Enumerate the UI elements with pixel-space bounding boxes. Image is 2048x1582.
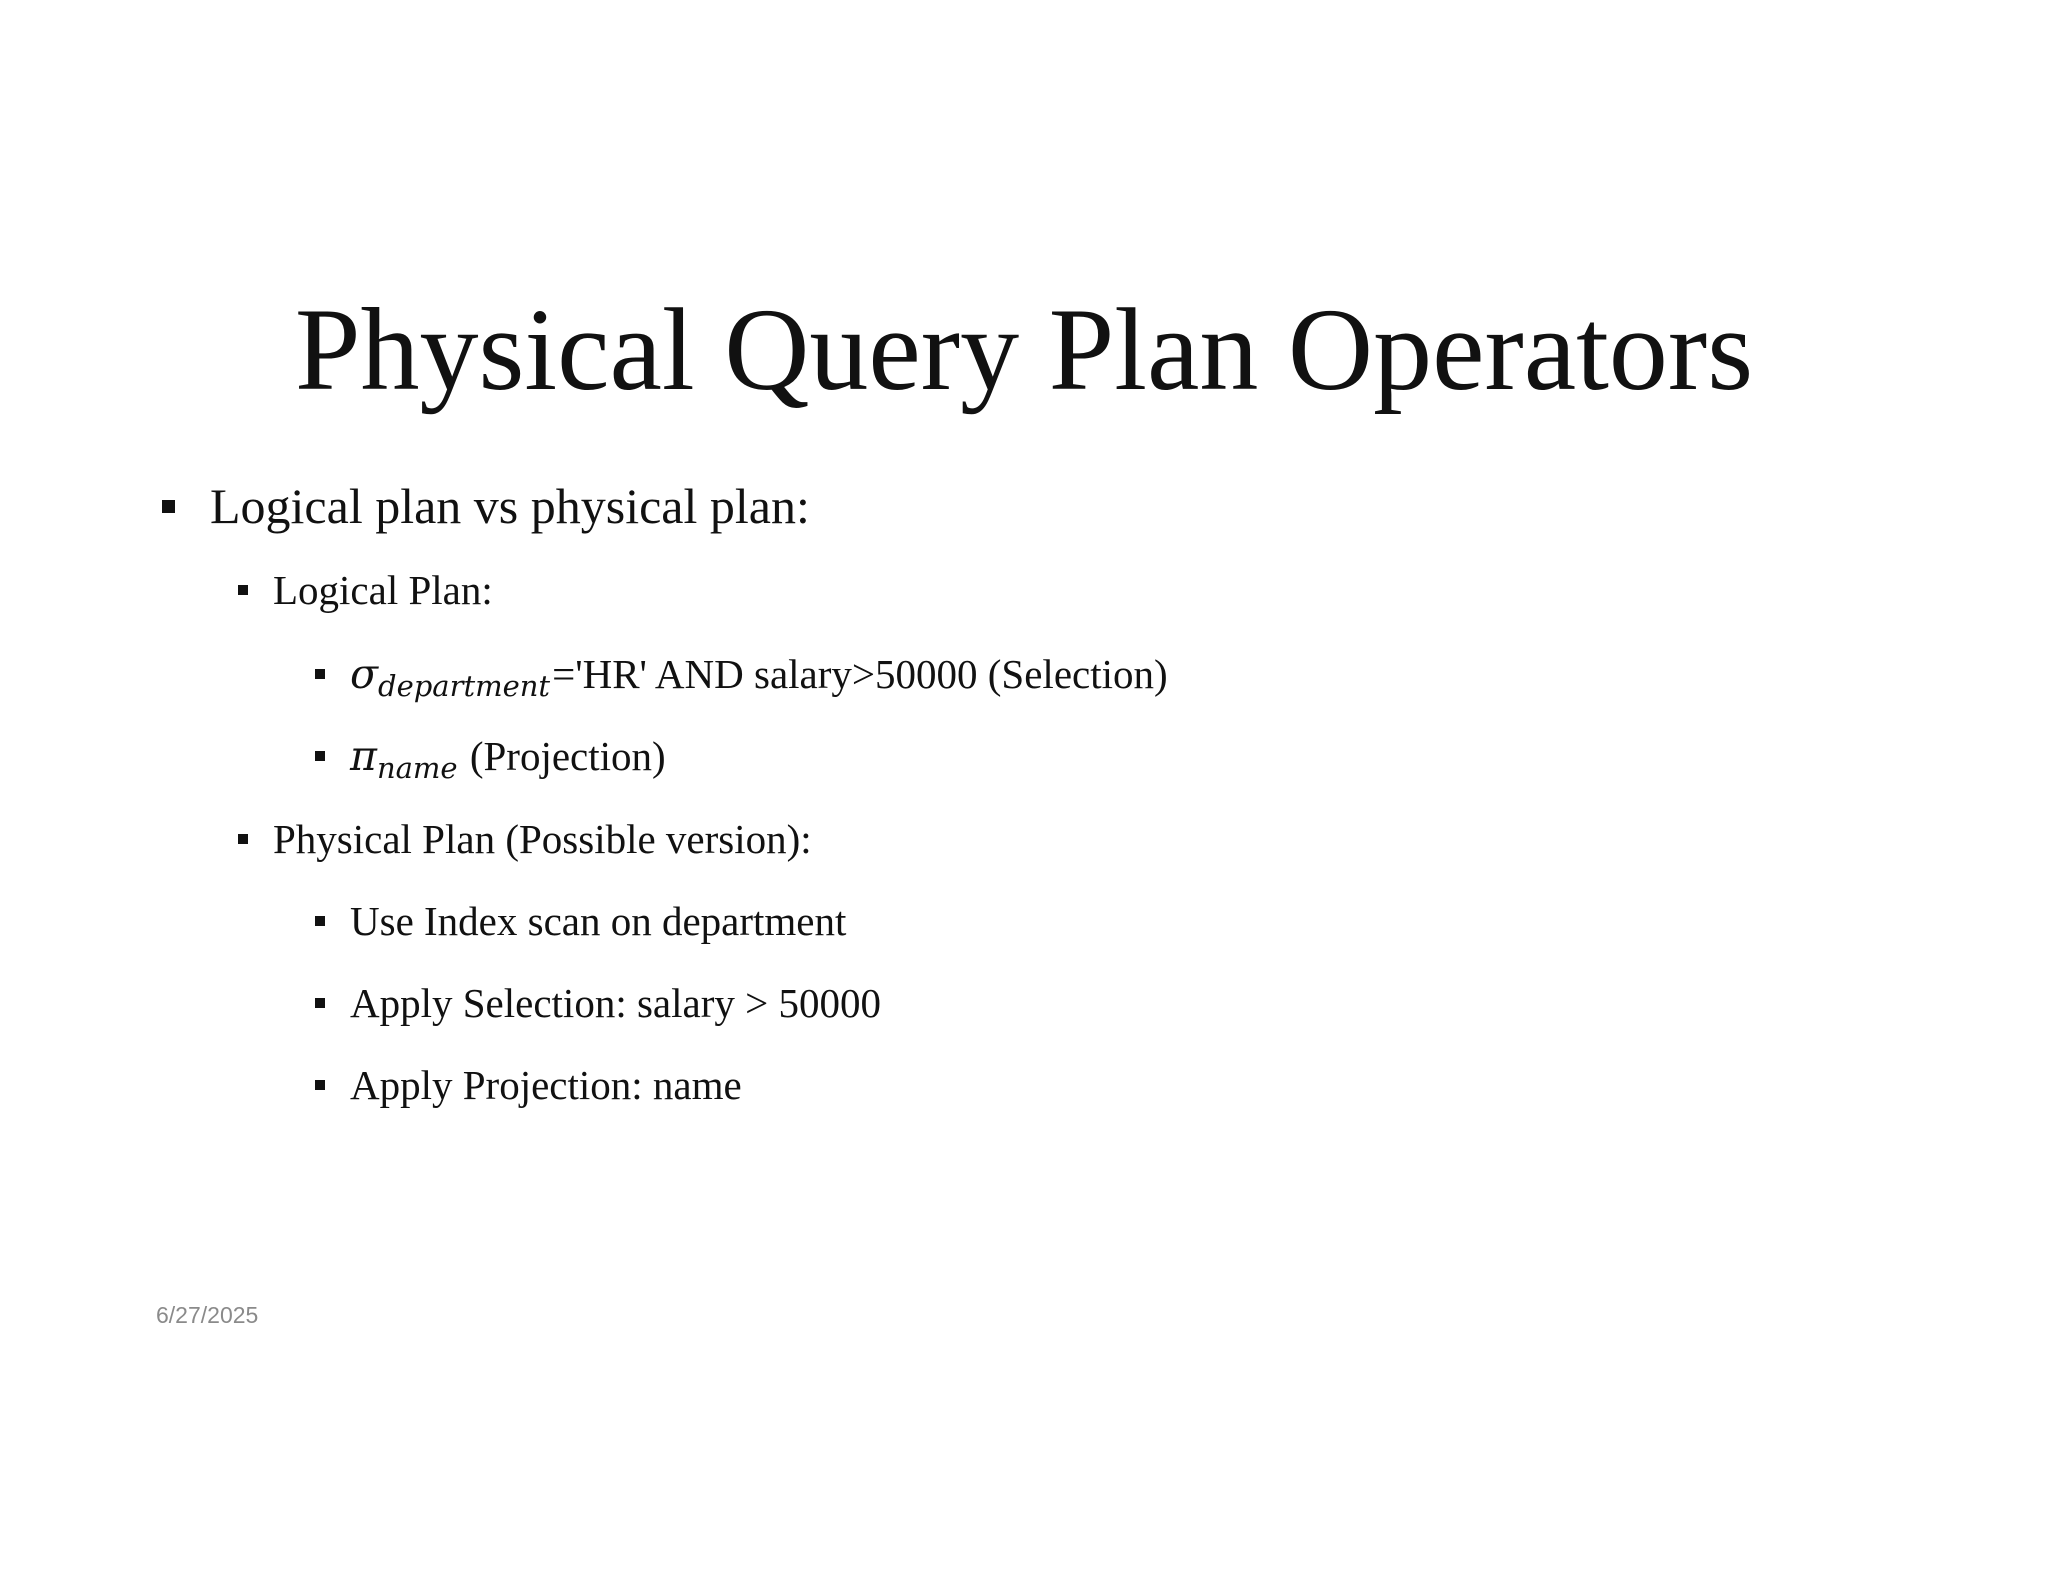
bullet-projection bbox=[315, 728, 666, 784]
square-bullet-icon bbox=[315, 998, 325, 1008]
square-bullet-icon bbox=[238, 834, 248, 844]
selection-text: ='HR' AND salary>50000 (Selection) bbox=[552, 651, 1168, 697]
bullet-physical-step bbox=[315, 893, 846, 949]
square-bullet-icon bbox=[315, 916, 325, 926]
projection-text: (Projection) bbox=[459, 733, 666, 779]
square-bullet-icon bbox=[238, 585, 248, 595]
bullet-logical-plan bbox=[238, 562, 493, 618]
square-bullet-icon bbox=[162, 500, 175, 513]
square-bullet-icon bbox=[315, 751, 325, 761]
bullet-physical-plan bbox=[238, 811, 812, 867]
sigma-symbol: σ bbox=[350, 650, 378, 698]
step-text: Apply Selection: salary > 50000 bbox=[350, 980, 881, 1026]
projection-subscript: name bbox=[376, 751, 458, 785]
bullet-text: Logical Plan: bbox=[273, 567, 493, 613]
pi-symbol: π bbox=[350, 732, 377, 780]
bullet-physical-step bbox=[315, 975, 881, 1031]
bullet-text: Logical plan vs physical plan: bbox=[210, 478, 810, 534]
square-bullet-icon bbox=[315, 1080, 325, 1090]
selection-subscript: department bbox=[378, 669, 551, 703]
slide-title: Physical Query Plan Operators bbox=[294, 284, 1754, 415]
bullet-physical-step bbox=[315, 1057, 742, 1113]
slide-date: 6/27/2025 bbox=[156, 1302, 259, 1328]
bullet-selection bbox=[315, 646, 1168, 702]
step-text: Use Index scan on department bbox=[350, 898, 847, 944]
bullet-text: Physical Plan (Possible version): bbox=[273, 816, 812, 862]
step-text: Apply Projection: name bbox=[350, 1062, 742, 1108]
square-bullet-icon bbox=[315, 669, 325, 679]
bullet-logical-vs-physical bbox=[162, 474, 810, 538]
